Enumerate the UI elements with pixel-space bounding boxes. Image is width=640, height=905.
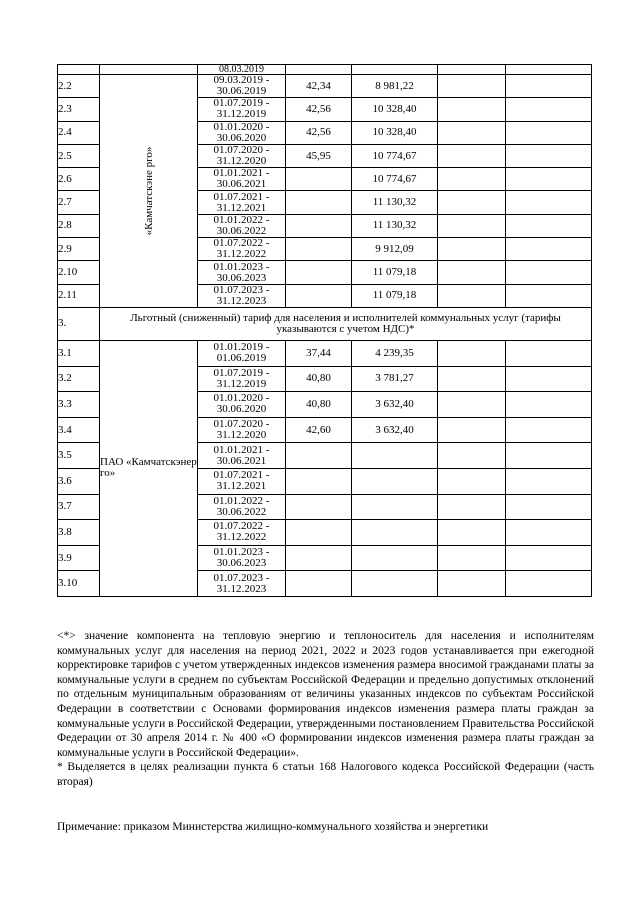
period-cell: 01.01.2021 - 30.06.2021 — [198, 168, 286, 191]
empty-cell — [506, 98, 592, 121]
organization-cell — [100, 75, 198, 308]
amount-cell — [352, 545, 438, 571]
rate-cell — [286, 468, 352, 494]
empty-cell — [438, 392, 506, 418]
amount-cell — [352, 494, 438, 520]
empty-cell — [438, 340, 506, 366]
amount-cell: 9 912,09 — [352, 238, 438, 261]
rate-cell: 42,60 — [286, 417, 352, 443]
amount-cell: 11 079,18 — [352, 261, 438, 284]
empty-cell — [506, 261, 592, 284]
empty-cell — [438, 144, 506, 167]
rate-cell — [286, 284, 352, 307]
period-cell: 01.01.2021 - 30.06.2021 — [198, 443, 286, 469]
empty-cell — [438, 261, 506, 284]
empty-cell — [506, 417, 592, 443]
row-number: 2.8 — [58, 214, 100, 237]
empty-cell — [438, 545, 506, 571]
empty-cell — [438, 443, 506, 469]
period-cell: 01.01.2019 - 01.06.2019 — [198, 340, 286, 366]
row-number: 3.1 — [58, 340, 100, 366]
empty-cell — [506, 214, 592, 237]
remark-block — [57, 820, 594, 835]
period-cell: 01.01.2020 - 30.06.2020 — [198, 392, 286, 418]
empty-cell — [438, 75, 506, 98]
empty-cell — [438, 284, 506, 307]
rate-cell — [286, 494, 352, 520]
amount-cell: 11 130,32 — [352, 214, 438, 237]
rate-cell: 42,34 — [286, 75, 352, 98]
amount-cell: 3 632,40 — [352, 417, 438, 443]
empty-cell — [438, 98, 506, 121]
row-number: 3.5 — [58, 443, 100, 469]
row-number: 2.4 — [58, 121, 100, 144]
empty-cell — [438, 494, 506, 520]
period-cell: 01.01.2022 - 30.06.2022 — [198, 214, 286, 237]
empty-cell — [438, 121, 506, 144]
empty-cell — [438, 191, 506, 214]
empty-cell — [438, 520, 506, 546]
row-number: 2.11 — [58, 284, 100, 307]
row-number: 2.3 — [58, 98, 100, 121]
rate-cell — [286, 571, 352, 597]
empty-cell — [506, 443, 592, 469]
rate-cell: 40,80 — [286, 392, 352, 418]
empty-cell — [506, 191, 592, 214]
empty-cell — [506, 494, 592, 520]
amount-cell: 4 239,35 — [352, 340, 438, 366]
rate-cell — [286, 545, 352, 571]
notes-block — [57, 629, 594, 790]
amount-cell: 8 981,22 — [352, 75, 438, 98]
period-cell: 01.07.2020 - 31.12.2020 — [198, 144, 286, 167]
rate-cell: 40,80 — [286, 366, 352, 392]
rate-cell — [286, 520, 352, 546]
rate-cell — [286, 168, 352, 191]
empty-cell — [438, 238, 506, 261]
row-number: 2.10 — [58, 261, 100, 284]
row-number: 2.7 — [58, 191, 100, 214]
rate-cell — [286, 238, 352, 261]
period-cell: 01.01.2023 - 30.06.2023 — [198, 545, 286, 571]
section-header-row — [58, 307, 592, 340]
empty-cell — [506, 168, 592, 191]
organization-cell: ПАО «Камчатскэнер го» — [100, 340, 198, 596]
row-number: 2.6 — [58, 168, 100, 191]
rate-cell — [286, 443, 352, 469]
row-number: 3.8 — [58, 520, 100, 546]
period-cell: 08.03.2019 — [198, 65, 286, 75]
period-cell: 01.07.2022 - 31.12.2022 — [198, 238, 286, 261]
empty-cell — [438, 168, 506, 191]
period-cell: 01.01.2020 - 30.06.2020 — [198, 121, 286, 144]
amount-cell: 11 079,18 — [352, 284, 438, 307]
empty-cell — [506, 545, 592, 571]
empty-cell — [506, 340, 592, 366]
organization-name: «Камчатскэне рго» — [142, 146, 155, 236]
period-cell: 01.01.2022 - 30.06.2022 — [198, 494, 286, 520]
rate-cell — [286, 191, 352, 214]
empty-cell — [506, 238, 592, 261]
empty-cell — [506, 284, 592, 307]
empty-cell — [506, 121, 592, 144]
row-number: 2.9 — [58, 238, 100, 261]
amount-cell: 10 328,40 — [352, 121, 438, 144]
period-cell: 01.01.2023 - 30.06.2023 — [198, 261, 286, 284]
period-cell: 01.07.2019 - 31.12.2019 — [198, 366, 286, 392]
table-row — [58, 340, 592, 366]
rate-cell: 37,44 — [286, 340, 352, 366]
row-number: 3.2 — [58, 366, 100, 392]
empty-cell — [506, 571, 592, 597]
rate-cell: 42,56 — [286, 121, 352, 144]
period-cell: 01.07.2022 - 31.12.2022 — [198, 520, 286, 546]
rate-cell — [286, 261, 352, 284]
empty-cell — [438, 468, 506, 494]
section-title: Льготный (сниженный) тариф для населения и исполнителей коммунальных услуг (тарифы указываются с учетом НДС)* — [100, 307, 592, 340]
row-number: 3.10 — [58, 571, 100, 597]
row-number: 3.3 — [58, 392, 100, 418]
amount-cell — [352, 520, 438, 546]
empty-cell — [438, 571, 506, 597]
empty-cell — [506, 520, 592, 546]
empty-cell — [438, 417, 506, 443]
row-number: 2.5 — [58, 144, 100, 167]
amount-cell: 11 130,32 — [352, 191, 438, 214]
footnote-vat: * Выделяется в целях реализации пункта 6 статьи 168 Налогового кодекса Российской Федерации (часть вторая) — [57, 761, 594, 788]
footnote-asterisk-star: <*> значение компонента на тепловую энергию и теплоноситель для населения и исполнителям коммунальных услуг для населения на период 2021, 2022 и 2023 годов устанавливается при ежегодной корректировке тарифов с учетом утвержденных индексов изменения размера вносимой гражданами платы за коммунальные услуги в среднем по субъектам Российской Федерации и предельно допустимых отклонений по отдельным муниципальным образованиям от величины указанных индексов по субъектам Российской Федерации в соответствии с Основами формирования индексов изменения размера платы граждан за коммунальные услуги в Российской Федерации, утвержденными постановлением Правительства Российской Федерации от 30 апреля 2014 г. № 400 «О формировании индексов изменения размера платы граждан за коммунальные услуги в Российской Федерации». — [57, 630, 594, 759]
tariff-table — [57, 64, 592, 597]
empty-cell — [506, 75, 592, 98]
empty-cell — [506, 144, 592, 167]
amount-cell — [352, 443, 438, 469]
rate-cell — [286, 214, 352, 237]
empty-cell — [506, 366, 592, 392]
row-number: 3.4 — [58, 417, 100, 443]
amount-cell — [352, 468, 438, 494]
table-row — [58, 75, 592, 98]
period-cell: 09.03.2019 - 30.06.2019 — [198, 75, 286, 98]
period-cell: 01.07.2021 - 31.12.2021 — [198, 191, 286, 214]
section-number: 3. — [58, 307, 100, 340]
amount-cell: 10 774,67 — [352, 144, 438, 167]
amount-cell: 3 632,40 — [352, 392, 438, 418]
amount-cell: 10 774,67 — [352, 168, 438, 191]
amount-cell: 3 781,27 — [352, 366, 438, 392]
period-cell: 01.07.2023 - 31.12.2023 — [198, 284, 286, 307]
empty-cell — [506, 392, 592, 418]
amount-cell: 10 328,40 — [352, 98, 438, 121]
period-cell: 01.07.2023 - 31.12.2023 — [198, 571, 286, 597]
table-row — [58, 65, 592, 75]
row-number: 3.9 — [58, 545, 100, 571]
empty-cell — [438, 366, 506, 392]
period-cell: 01.07.2021 - 31.12.2021 — [198, 468, 286, 494]
period-cell: 01.07.2020 - 31.12.2020 — [198, 417, 286, 443]
remark-text: Примечание: приказом Министерства жилищно-коммунального хозяйства и энергетики — [57, 821, 489, 833]
row-number: 3.7 — [58, 494, 100, 520]
period-cell: 01.07.2019 - 31.12.2019 — [198, 98, 286, 121]
rate-cell: 42,56 — [286, 98, 352, 121]
row-number: 2.2 — [58, 75, 100, 98]
empty-cell — [438, 214, 506, 237]
empty-cell — [506, 468, 592, 494]
amount-cell — [352, 571, 438, 597]
row-number: 3.6 — [58, 468, 100, 494]
rate-cell: 45,95 — [286, 144, 352, 167]
